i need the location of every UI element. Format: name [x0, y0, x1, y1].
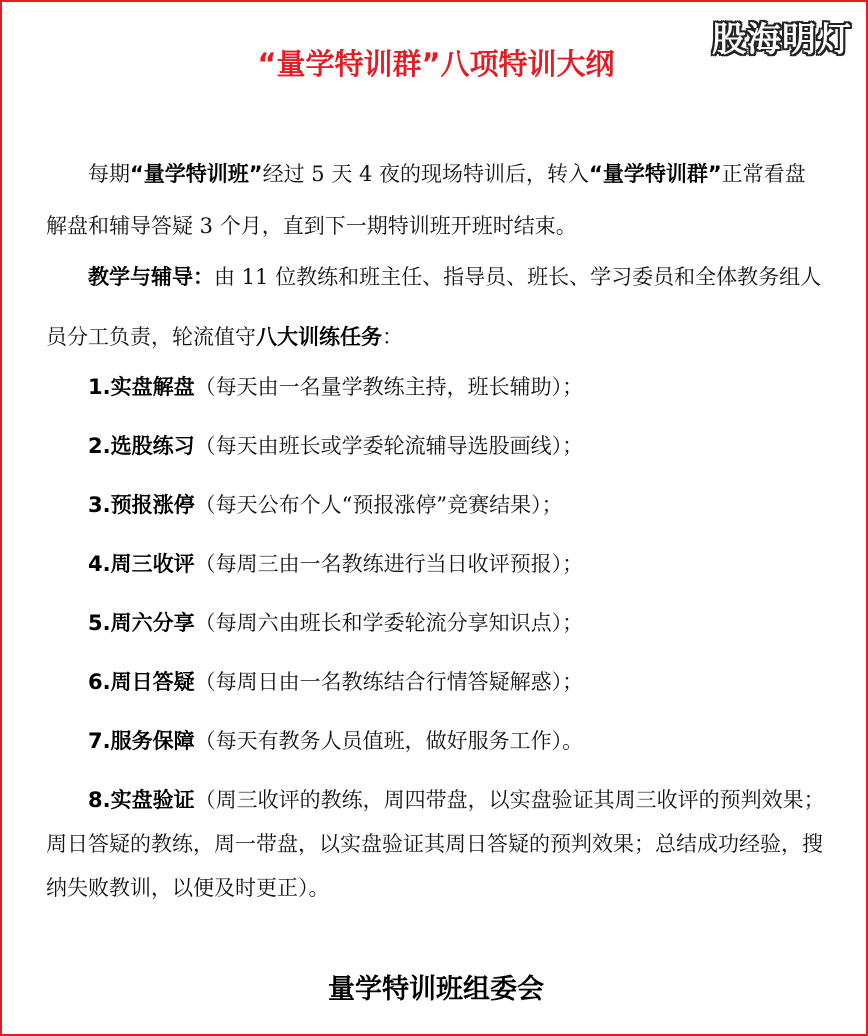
task-item-4	[88, 549, 828, 579]
intro-text-3: 正常看盘解盘和辅导答疑 3 个月，直到下一期特训班开班时结束。	[46, 162, 806, 238]
task-item-1	[88, 372, 828, 402]
task-title: 6.周日答疑	[88, 670, 195, 694]
teaching-paragraph	[46, 247, 826, 367]
task-title: 4.周三收评	[88, 552, 195, 576]
organizer-signature: 量学特训班组委会	[328, 974, 544, 1005]
task-title: 5.周六分享	[88, 611, 195, 635]
task-title: 3.预报涨停	[88, 493, 195, 517]
task-item-3	[88, 490, 828, 520]
document-title: “量学特训群”八项特训大纲	[257, 47, 615, 81]
intro-text-1: 每期	[88, 162, 130, 186]
watermark-logo: 股海明灯	[712, 20, 852, 60]
task-title: 8.实盘验证	[88, 788, 195, 812]
task-desc: （每周六由班长和学委轮流分享知识点）；	[194, 611, 584, 635]
task-title: 1.实盘解盘	[88, 375, 195, 399]
task-desc: （每周三由一名教练进行当日收评预报）；	[194, 552, 584, 576]
task-item-6	[88, 667, 828, 697]
task-item-7	[88, 726, 828, 756]
task-item-2	[88, 431, 828, 461]
task-desc: （每天由班长或学委轮流辅导选股画线）；	[194, 434, 584, 458]
task-desc: （周三收评的教练，周四带盘，以实盘验证其周三收评的预判效果；周日答疑的教练，周一带盘，以实盘验证其周日答疑的预判效果；总结成功经验，搜纳失败教训，以便及时更正）。	[46, 788, 825, 900]
task-desc: （每天有教务人员值班，做好服务工作）。	[194, 729, 584, 753]
task-desc: （每周日由一名教练结合行情答疑解惑）；	[194, 670, 584, 694]
intro-paragraph	[46, 148, 826, 252]
task-item-5	[88, 608, 828, 638]
teaching-label: 教学与辅导：	[88, 265, 214, 289]
intro-bold-2: “量学特训群”	[589, 162, 722, 186]
task-title: 2.选股练习	[88, 434, 195, 458]
task-desc: （每天公布个人“预报涨停”竞赛结果）；	[194, 493, 563, 517]
task-item-8	[46, 778, 828, 910]
teaching-text-1: 由 11 位教练和班主任、指导员、班长、学习委员和全体教务组人员分工负责，轮流值守	[46, 265, 822, 349]
teaching-bold-1: 八大训练任务	[256, 325, 382, 349]
task-desc: （每天由一名量学教练主持，班长辅助）；	[194, 375, 584, 399]
teaching-text-2: ：	[382, 325, 403, 349]
intro-text-2: 经过 5 天 4 夜的现场特训后，转入	[262, 162, 590, 186]
task-title: 7.服务保障	[88, 729, 195, 753]
intro-bold-1: “量学特训班”	[130, 162, 263, 186]
